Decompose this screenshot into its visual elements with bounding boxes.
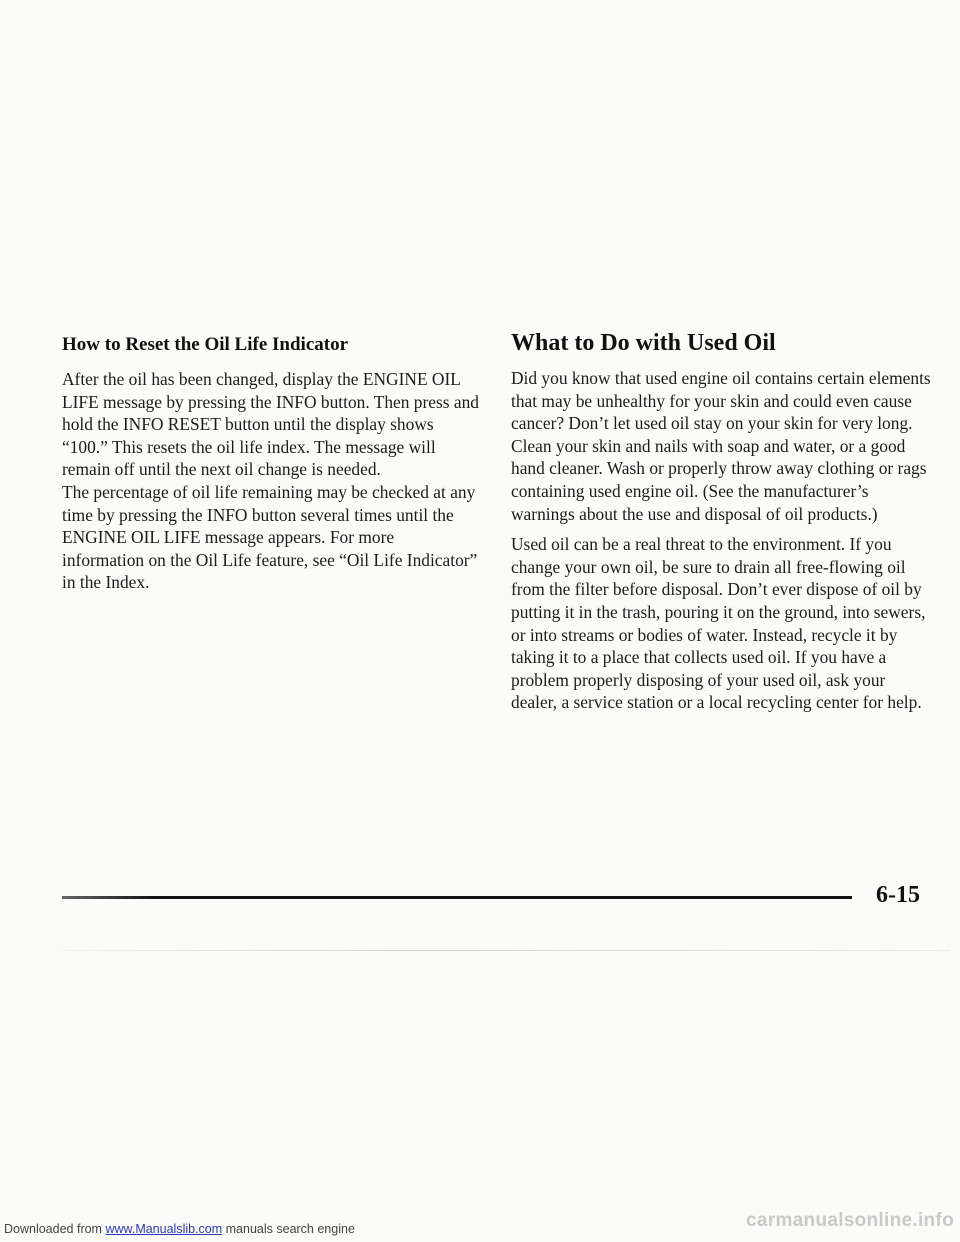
used-oil-paragraph-1: Did you know that used engine oil contains certain elements that may be unhealthy for your skin and could even cause cancer? Don’t let used oil stay on your skin for very long. Clean your skin and nails with soap and water, or a good hand cleaner. Wash or properly throw away clothing or rags containing used engine oil. (See the manufacturer’s warnings about the use and disposal of oil products.) (511, 368, 931, 524)
oil-life-reset-paragraph-1: After the oil has been changed, display the ENGINE OIL LIFE message by pressing the INFO button. Then press and hold the INFO RESET button until the display shows “100.” This resets the oil life index. The message will remain off until the next oil change is needed. (62, 369, 479, 480)
oil-life-reset-paragraph-2: The percentage of oil life remaining may be checked at any time by pressing the INFO button several times until the ENGINE OIL LIFE message appears. For more information on the Oil Life feature, see “Oil Life Indicator” in the Index. (62, 481, 478, 593)
footer-suffix: manuals search engine (222, 1222, 355, 1236)
oil-life-reset-heading: How to Reset the Oil Life Indicator (62, 334, 349, 355)
manualslib-link[interactable]: www.Manualslib.com (105, 1222, 223, 1236)
left-column (62, 334, 480, 594)
used-oil-heading: What to Do with Used Oil (511, 330, 776, 356)
download-footer (4, 1222, 355, 1236)
faint-divider (60, 950, 950, 951)
footer-prefix: Downloaded from (4, 1222, 106, 1236)
page-divider (62, 896, 852, 899)
right-column (511, 330, 931, 714)
page-number: 6-15 (876, 882, 920, 908)
used-oil-paragraph-2: Used oil can be a real threat to the environment. If you change your own oil, be sure to drain all free-flowing oil from the filter before disposal. Don’t ever dispose of oil by putting it in the trash, pouring it on the ground, into sewers, or into streams or bodies of water. Instead, recycle it by taking it to a place that collects used oil. If you have a problem properly disposing of your used oil, ask your dealer, a service station or a local recycling center for help. (511, 534, 926, 713)
watermark-logo: carmanualsonline.info (746, 1210, 954, 1231)
